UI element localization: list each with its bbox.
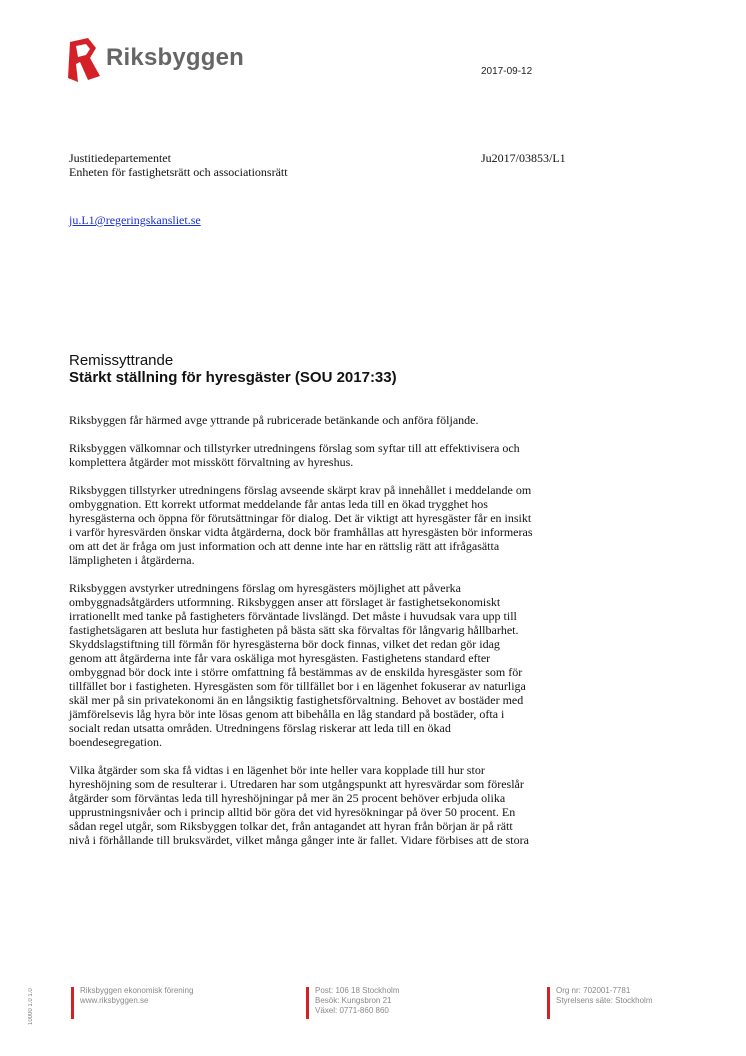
- body-paragraph: [69, 441, 629, 469]
- paragraph-line: tillfället bor i fastigheten. Hyresgästen som för tillfället bor i en lägenhet fokuserar av naturliga: [69, 679, 526, 693]
- body-paragraph: [69, 413, 629, 427]
- paragraph-line: socialt redan utsatta områden. Utredningens förslag riskerar att leda till en ökad: [69, 721, 451, 735]
- footer-line: Växel: 0771-860 860: [315, 1006, 389, 1015]
- footer-line: Styrelsens säte: Stockholm: [556, 996, 653, 1005]
- paragraph-line: i varför hyresvärden önskar vidta åtgärderna, dock bör framhållas att hyresgästen bör informeras: [69, 525, 533, 539]
- document-title: [69, 352, 397, 386]
- footer-website[interactable]: www.riksbyggen.se: [80, 996, 149, 1005]
- body-paragraph: [69, 581, 629, 749]
- footer-line: Org nr: 702001-7781: [556, 986, 631, 995]
- paragraph-line: om att det är fråga om just information och att denne inte har en rättslig rätt att ifrågasätta: [69, 539, 500, 553]
- footer-registration: [547, 986, 652, 1006]
- recipient-address: [69, 151, 288, 179]
- paragraph-line: upprustningsnivåer och i princip alltid bör göra det vid hyresökningar på över 50 procent. En: [69, 805, 516, 819]
- recipient-line: Enheten för fastighetsrätt och associationsrätt: [69, 165, 288, 179]
- paragraph-line: Riksbyggen tillstyrker utredningens förslag avseende skärpt krav på innehållet i meddelande om: [69, 483, 532, 497]
- title-subject: Stärkt ställning för hyresgäster (SOU 2017:33): [69, 369, 397, 386]
- document-date: 2017-09-12: [481, 66, 533, 77]
- paragraph-line: hyresgästerna och öppna för förutsättningar för dialog. Det är viktigt att hyresgäster får en insikt: [69, 511, 532, 525]
- recipient-line: Justitiedepartementet: [69, 151, 171, 165]
- document-id: 10000 1.0 1.0: [28, 988, 34, 1025]
- footer-divider: [306, 987, 309, 1019]
- paragraph-line: boendesegregation.: [69, 735, 162, 749]
- footer-divider: [71, 987, 74, 1019]
- footer-contact: [306, 986, 400, 1016]
- paragraph-line: jämförelsevis låg hyra bör inte lösas genom att bibehålla en låg standard på bostäder, ofta i: [69, 707, 505, 721]
- footer-line: Riksbyggen ekonomisk förening: [80, 986, 194, 995]
- paragraph-line: Riksbyggen avstyrker utredningens förslag om hyresgästers möjlighet att påverka: [69, 581, 461, 595]
- paragraph-line: skäl mer på sin privatekonomi än en långsiktig fastighetsförvaltning. Behovet av bostäder med: [69, 693, 524, 707]
- paragraph-line: Skyddslagstiftning till förmån för hyresgästerna bör dock finnas, vilket det redan gör idag: [69, 637, 500, 651]
- reference-number: Ju2017/03853/L1: [481, 151, 566, 165]
- paragraph-line: Riksbyggen får härmed avge yttrande på rubricerade betänkande och anföra följande.: [69, 413, 479, 427]
- paragraph-line: åtgärder som förväntas leda till hyreshöjningar på mer än 25 procent behöver erbjuda olika: [69, 791, 506, 805]
- logo-wordmark: Riksbyggen: [106, 44, 245, 71]
- footer-company: [71, 986, 193, 1006]
- paragraph-line: ombyggnad bör dock inte i större omfattning få bestämmas av de enskilda hyresgäster som för: [69, 665, 523, 679]
- body-paragraph: [69, 483, 629, 567]
- footer-line: Besök: Kungsbron 21: [315, 996, 392, 1005]
- paragraph-line: Riksbyggen välkomnar och tillstyrker utredningens förslag som syftar till att effektivisera och: [69, 441, 520, 455]
- document-body: [69, 413, 629, 861]
- footer-line: Post: 106 18 Stockholm: [315, 986, 400, 995]
- paragraph-line: genom att åtgärderna inte får vara oskäliga mot hyresgästen. Fastighetens standard efter: [69, 651, 491, 665]
- email-link[interactable]: ju.L1@regeringskansliet.se: [69, 213, 201, 227]
- footer-divider: [547, 987, 550, 1019]
- paragraph-line: komplettera åtgärder mot misskött förvaltning av hyreshus.: [69, 455, 354, 469]
- paragraph-line: sådan regel utgår, som Riksbyggen tolkar det, från antagandet att hyran från början är på rätt: [69, 819, 513, 833]
- paragraph-line: lämpligheten i åtgärderna.: [69, 553, 195, 567]
- paragraph-line: fastighetsägaren att besluta hur fastigheten på bästa sätt ska förvaltas för långvarig hållbarhet.: [69, 623, 519, 637]
- paragraph-line: irrationellt med tanke på fastigheters förväntade livslängd. Det måste i huvudsak vara upp till: [69, 609, 517, 623]
- paragraph-line: ombyggnation. Ett korrekt utformat meddelande får antas leda till en ökad trygghet hos: [69, 497, 488, 511]
- paragraph-line: Vilka åtgärder som ska få vidtas i en lägenhet bör inte heller vara kopplade till hur stor: [69, 763, 485, 777]
- logo-mark-icon: [66, 38, 102, 84]
- paragraph-line: nivå i förhållande till bruksvärdet, vilket många gånger inte är fallet. Vidare förbises att de stora: [69, 833, 529, 847]
- paragraph-line: hyreshöjning som de resulterar i. Utredaren har som utgångspunkt att hyresvärdar som föreslår: [69, 777, 524, 791]
- paragraph-line: ombyggnadsåtgärders utformning. Riksbyggen anser att förslaget är fastighetsekonomiskt: [69, 595, 501, 609]
- title-heading: Remissyttrande: [69, 352, 174, 369]
- body-paragraph: [69, 763, 629, 847]
- riksbyggen-logo: [66, 38, 266, 84]
